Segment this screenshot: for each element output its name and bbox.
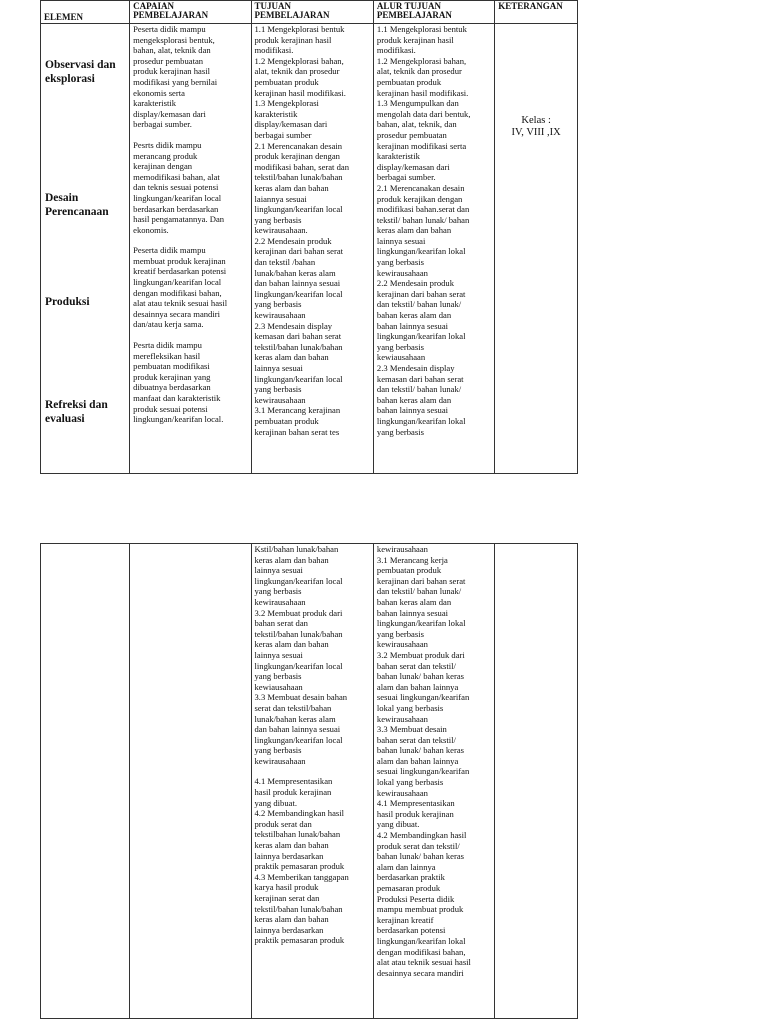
alur-cell-continued [373, 544, 494, 1019]
header-tujuan [251, 1, 373, 24]
header-alur-text: ALUR TUJUAN PEMBELAJARAN [376, 1, 452, 20]
capaian-cell [130, 24, 251, 474]
elemen-cell-continued [41, 544, 130, 1019]
capaian-produksi: Peserta didik mampu membuat produk kerajinan kreatif berdasarkan potensi lingkungan/kearifan local dengan modifikasi bahan, alat atau teknik sesuai hasil desainnya secara mandiri dan/atau kerja sama. [133, 245, 228, 330]
curriculum-table-continued [40, 543, 578, 1019]
elemen-desain: Desain Perencanaan [45, 192, 109, 218]
header-alur [373, 1, 494, 24]
capaian-cell-continued [130, 544, 251, 1019]
keterangan-cell [495, 24, 578, 474]
header-tujuan-text: TUJUAN PEMBELAJARAN [254, 1, 330, 20]
table-row [41, 544, 578, 1019]
alur-cell [373, 24, 494, 474]
header-capaian-text: CAPAIAN PEMBELAJARAN [133, 1, 209, 20]
elemen-produksi: Produksi [45, 296, 90, 308]
capaian-observasi: Peserta didik mampu mengeksplorasi bentuk, bahan, alat, teknik dan prosedur pembuatan produk kerajinan hasil modifikasi yang bernilai ekonomis serta karakteristik display/kemasan dari berbagai sumber. [133, 24, 218, 130]
alur-text: 1.1 Mengekplorasi bentuk produk kerajinan hasil modifikasi. 1.2 Mengekplorasi bahan, alat, teknik dan prosedur pembuatan produk kerajinan hasil modifikasi. 1.3 Mengumpulkan dan mengolah data dari bentuk, bahan, alat, teknik, dan prosedur pembuatan kerajinan modifikasi serta karakteristik display/kemasan dari berbagai sumber. 2.1 Merencanakan desain produk kerajikan dengan modifikasi bahan.serat dan tekstil/ bahan lunak/ bahan keras alam dan bahan lainnya sesuai lingkungan/kearifan lokal yang berbasis kewirausahaan 2.2 Mendesain produk kerajinan dari bahan serat dan tekstil/ bahan lunak/ bahan keras alam dan bahan lainnya sesuai lingkungan/kearifan lokal yang berbasis kewiausahaan 2.3 Mendesain display kemasan dari bahan serat dan tekstil/ bahan lunak/ bahan keras alam dan bahan lainnya sesuai lingkungan/kearifan lokal yang berbasis [376, 24, 471, 437]
keterangan-text: Kelas : IV, VIII ,IX [511, 115, 561, 138]
header-elemen: ELEMEN [41, 1, 130, 24]
header-capaian [130, 1, 251, 24]
header-row [41, 1, 578, 24]
elemen-refleksi: Refreksi dan evaluasi [45, 399, 108, 425]
tujuan-text-continued-b: 4.1 Mempresentasikan hasil produk kerajinan yang dibuat. 4.2 Membandingkan hasil produk serat dan tekstilbahan lunak/bahan keras alam dan bahan lainnya berdasarkan praktik pemasaran produk 4.3 Memberikan tanggapan karya hasil produk kerajinan serat dan tekstil/bahan lunak/bahan keras alam dan bahan lainnya berdasarkan praktik pemasaran produk [254, 776, 349, 946]
tujuan-text-continued: Kstil/bahan lunak/bahan keras alam dan bahan lainnya sesuai lingkungan/kearifan local yang berbasis kewirausahaan 3.2 Membuat produk dari bahan serat dan tekstil/bahan lunak/bahan keras alam dan bahan lainnya sesuai lingkungan/kearifan local yang berbasis kewiausahaan 3.3 Membuat desain bahan serat dan tekstil/bahan lunak/bahan keras alam dan bahan lainnya sesuai lingkungan/kearifan local yang berbasis kewirausahaan [254, 544, 348, 766]
keterangan-cell-continued [495, 544, 578, 1019]
header-keterangan: KETERANGAN [495, 1, 578, 24]
tujuan-cell [251, 24, 373, 474]
tujuan-cell-continued [251, 544, 373, 1019]
capaian-desain: Pesrts didik mampu merancang produk kerajinan dengan memodifikasi bahan, alat dan teknis sesuai potensi lingkungan/kearifan local berdasarkan berdasarkan hasil pengamatannya. Dan ekonomis. [133, 139, 225, 235]
capaian-refleksi: Pesrta didik mampu merefleksikan hasil pembuatan modifikasi produk kerajinan yang dibuatnya berdasarkan manfaat dan karakteristik produk sesuai potensi lingkungan/kearifan local. [133, 340, 224, 425]
curriculum-table-top [40, 0, 578, 474]
alur-text-continued: kewirausahaan 3.1 Merancang kerja pembuatan produk kerajinan dari bahan serat dan tekstil/ bahan lunak/ bahan keras alam dan bahan lainnya sesuai lingkungan/kearifan lokal yang berbasis kewirausahaan 3.2 Membuat produk dari bahan serat dan tekstil/ bahan lunak/ bahan keras alam dan bahan lainnya sesuai lingkungan/kearifan lokal yang berbasis kewirausahaan 3.3 Membuat desain bahan serat dan tekstil/ bahan lunak/ bahan keras alam dan bahan lainnya sesuai lingkungan/kearifan lokal yang berbasis kewirausahaan 4.1 Mempresentasikan hasil produk kerajinan yang dibuat. 4.2 Membandingkan hasil produk serat dan tekstil/ bahan lunak/ bahan keras alam dan lainnya berdasarkan praktik pemasaran produk Produksi Peserta didik mampu membuat produk kerajinan kreatif berdasarkan potensi lingkungan/kearifan lokal dengan modifikasi bahan, alat atau teknik sesuai hasil desainnya secara mandiri [376, 544, 471, 978]
table-row [41, 24, 578, 474]
tujuan-text: 1.1 Mengekplorasi bentuk produk kerajinan hasil modifikasi. 1.2 Mengekplorasi bahan, alat, teknik dan prosedur pembuatan produk kerajinan hasil modifikasi. 1.3 Mengekplorasi karakteristik display/kemasan dari berbagai sumber 2.1 Merencanakan desain produk kerajinan dengan modifikasi bahan, serat dan tekstil/bahan lunak/bahan keras alam dan bahan laiannya sesuai lingkungan/kearifan local yang berbasis kewirausahaan. 2.2 Mendesain produk kerajinan dari bahan serat dan tekstil /bahan lunak/bahan keras alam dan bahan lainnya sesuai lingkungan/kearifan local yang berbasis kewirausahaan 2.3 Mendesain display kemasan dari bahan serat tekstil/bahan lunak/bahan keras alam dan bahan lainnya sesuai lingkungan/kearifan local yang berbasis kewirausahaan 3.1 Merancang kerajinan pembuatan produk kerajinan bahan serat tes [254, 24, 350, 437]
elemen-cell [41, 24, 130, 474]
elemen-observasi: Observasi dan eksplorasi [45, 59, 116, 85]
